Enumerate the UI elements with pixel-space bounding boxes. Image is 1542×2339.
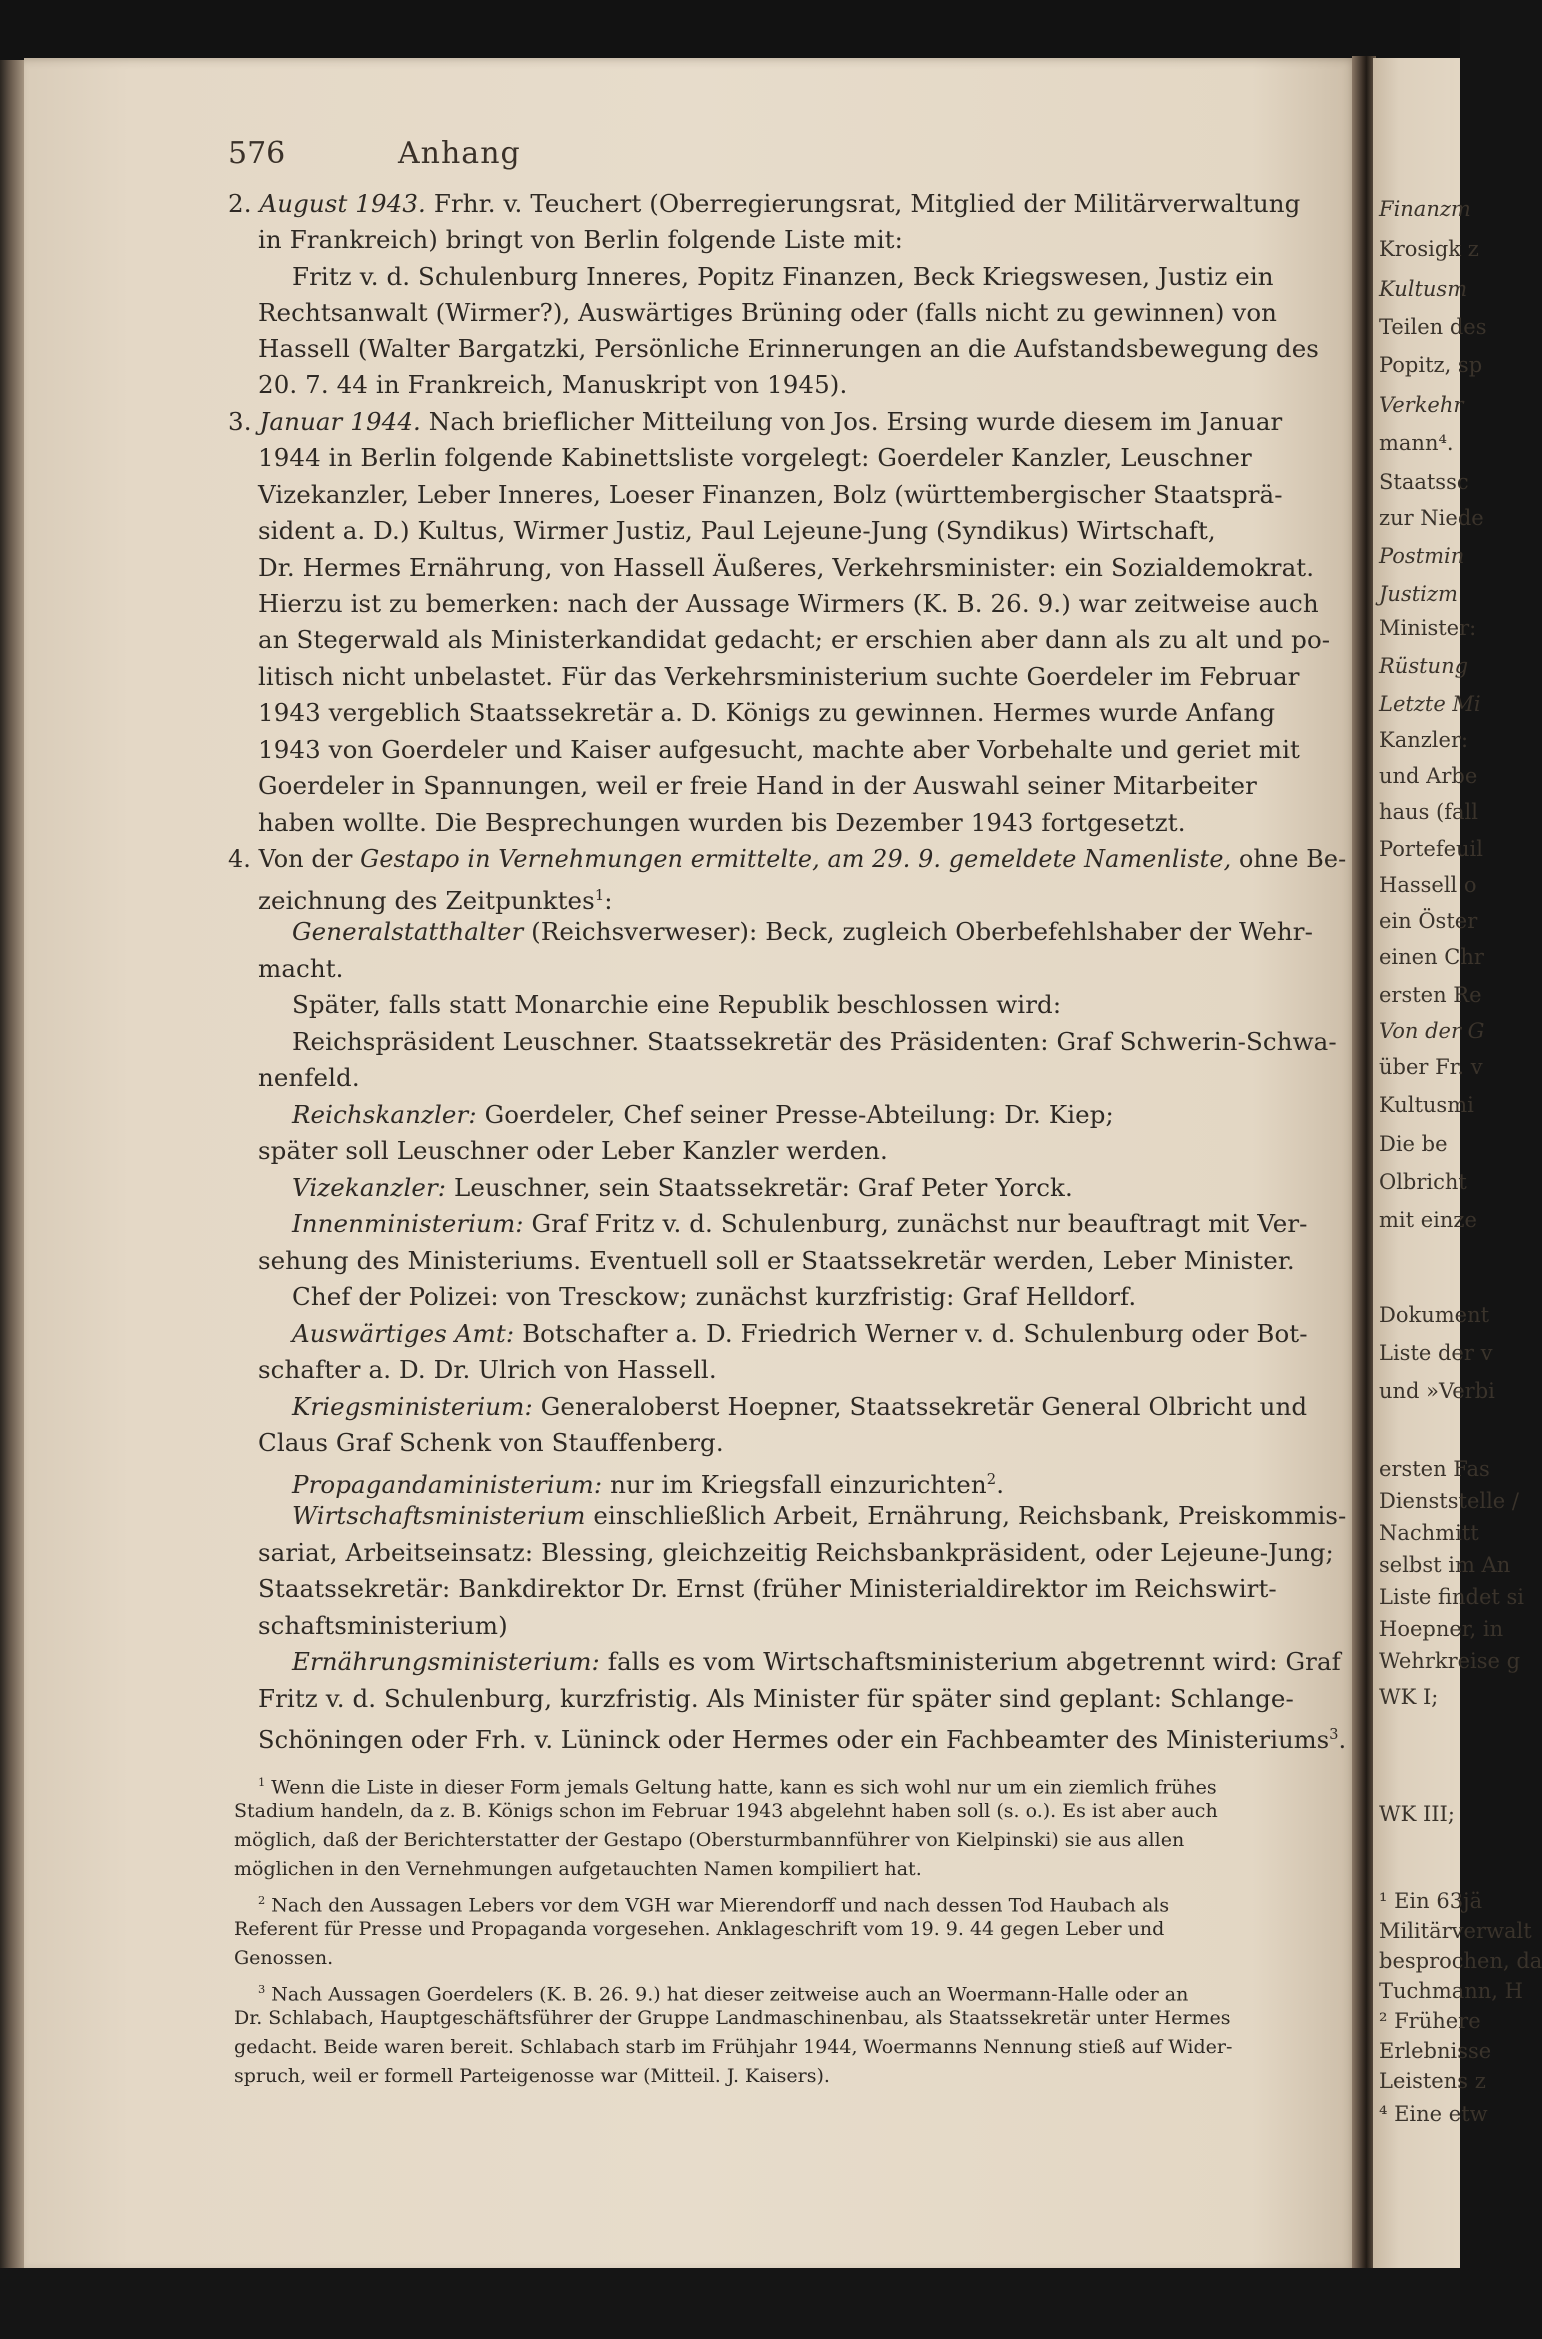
text-run: : (604, 886, 613, 916)
text-run: in Frankreich) bringt von Berlin folgende Liste mit: (258, 225, 903, 254)
text-run: nenfeld. (258, 1063, 360, 1092)
italic-text: Kriegsministerium: (292, 1392, 533, 1421)
text-line (258, 513, 1216, 549)
footnote-line (234, 2005, 1230, 2032)
right-page-fragment: Militärverwalt (1379, 1919, 1532, 1943)
italic-text: Propagandaministerium: (292, 1470, 603, 1500)
italic-text: Januar 1944. (259, 407, 421, 436)
text-line (292, 914, 1313, 950)
italic-text: Auswärtiges Amt: (292, 1319, 515, 1348)
right-page-fragment: Tuchmann, H (1379, 1979, 1523, 2003)
footnote-line (258, 1976, 1188, 2008)
text-run: Graf Fritz v. d. Schulenburg, zunächst nur beauftragt mit Ver- (523, 1209, 1308, 1238)
text-run: 1943 vergeblich Staatssekretär a. D. Königs zu gewinnen. Hermes wurde Anfang (258, 698, 1276, 727)
text-run: 4. Von der (228, 844, 361, 873)
text-run: Fritz v. d. Schulenburg Inneres, Popitz Finanzen, Beck Kriegswesen, Justiz ein (292, 262, 1274, 291)
right-page-fragment: und »Verbi (1379, 1379, 1495, 1403)
text-run: litisch nicht unbelastet. Für das Verkehrsministerium suchte Goerdeler im Februar (258, 662, 1300, 691)
text-line (258, 1133, 888, 1169)
right-page-fragment: Minister: (1379, 616, 1477, 640)
right-page-fragment: zur Niede (1379, 506, 1484, 530)
right-page-fragment: Postmin (1379, 544, 1465, 568)
italic-text: Gestapo in Vernehmungen ermittelte, am 29. 9. gemeldete Namenliste, (360, 844, 1232, 873)
text-run: einschließlich Arbeit, Ernährung, Reichsbank, Preiskommis- (585, 1501, 1347, 1530)
text-line (258, 550, 1314, 586)
text-run: Goerdeler in Spannungen, weil er freie Hand in der Auswahl seiner Mitarbeiter (258, 771, 1257, 800)
text-line (258, 1060, 360, 1096)
text-run: 2. (228, 189, 260, 218)
text-run: Goerdeler, Chef seiner Presse-Abteilung: Dr. Kiep; (476, 1100, 1114, 1129)
text-run: Nach den Aussagen Lebers vor dem VGH war Mierendorff und nach dessen Tod Haubach als (265, 1894, 1170, 1917)
right-page-fragment: WK I; (1379, 1685, 1439, 1709)
footnote-line (234, 1798, 1218, 1825)
text-run: Nach brieflicher Mitteilung von Jos. Ersing wurde diesem im Januar (420, 407, 1283, 436)
text-line (258, 1535, 1334, 1571)
text-run: Wenn die Liste in dieser Form jemals Geltung hatte, kann es sich wohl nur um ein ziemlich frühes (265, 1776, 1217, 1799)
text-run: später soll Leuschner oder Leber Kanzler werden. (258, 1136, 888, 1165)
right-page-fragment: ² Frühere (1379, 2009, 1481, 2033)
italic-text: August 1943. (259, 189, 426, 218)
right-page-fragment: Kultusmi (1379, 1093, 1474, 1117)
text-run: zeichnung des Zeitpunktes (258, 886, 595, 916)
text-line (292, 1644, 1341, 1680)
text-run: Referent für Presse und Propaganda vorgesehen. Anklageschrift vom 19. 9. 44 gegen Leber und (234, 1918, 1165, 1940)
text-run: Schöningen oder Frh. v. Lüninck oder Hermes oder ein Fachbeamter des Ministeriums (258, 1725, 1330, 1755)
text-line (258, 477, 1283, 513)
text-run: Reichspräsident Leuschner. Staatssekretär des Präsidenten: Graf Schwerin-Schwa- (292, 1027, 1337, 1056)
text-run: möglichen in den Vernehmungen aufgetauchten Namen kompiliert hat. (234, 1858, 922, 1880)
text-run: möglich, daß der Berichterstatter der Gestapo (Obersturmbannführer von Kielpinski) sie aus allen (234, 1829, 1185, 1851)
text-run: Nach Aussagen Goerdelers (K. B. 26. 9.) hat dieser zeitweise auch an Woermann-Halle oder an (265, 1983, 1189, 2006)
right-page-fragment: Die be (1379, 1132, 1448, 1156)
text-line (292, 1024, 1337, 1060)
right-page-fragment: Kanzler: (1379, 728, 1469, 752)
text-run: Hassell (Walter Bargatzki, Persönliche Erinnerungen an die Aufstandsbewegung des (258, 334, 1319, 363)
text-line (258, 1571, 1277, 1607)
right-page-fragment: ¹ Ein 63jä (1379, 1889, 1483, 1913)
text-line (292, 987, 1061, 1023)
running-header: Anhang (398, 136, 521, 171)
text-line (292, 1498, 1346, 1534)
right-page-fragment: Erlebnisse (1379, 2039, 1492, 2063)
text-run: Rechtsanwalt (Wirmer?), Auswärtiges Brüning oder (falls nicht zu gewinnen) von (258, 298, 1278, 327)
right-page-fragment: besprochen, da (1379, 1949, 1542, 1973)
right-page-fragment: Liste findet si (1379, 1585, 1524, 1609)
text-line (258, 222, 903, 258)
italic-text: Vizekanzler: (292, 1173, 447, 1202)
right-page-fragment: Leistens z (1379, 2069, 1486, 2093)
text-line (258, 659, 1300, 695)
italic-text: Ernährungsministerium: (292, 1647, 600, 1676)
right-page-fragment: ersten Fas (1379, 1457, 1490, 1481)
text-run: (Reichsverweser): Beck, zugleich Oberbefehlshaber der Wehr- (523, 917, 1313, 946)
text-line (292, 1279, 1136, 1315)
text-line (292, 1389, 1307, 1425)
text-run: haben wollte. Die Besprechungen wurden bis Dezember 1943 fortgesetzt. (258, 808, 1186, 837)
text-run: ohne Be- (1231, 844, 1347, 873)
text-line (258, 1608, 508, 1644)
text-run: Frhr. v. Teuchert (Oberregierungsrat, Mitglied der Militärverwaltung (425, 189, 1301, 218)
right-page-fragment: Hassell o (1379, 873, 1477, 897)
text-run: Fritz v. d. Schulenburg, kurzfristig. Als Minister für später sind geplant: Schlange- (258, 1684, 1294, 1713)
right-page-fragment: Kultusm (1379, 277, 1468, 301)
right-page-fragment: Letzte Mi (1379, 692, 1481, 716)
text-line (258, 1681, 1294, 1717)
text-line (258, 586, 1319, 622)
text-line (292, 259, 1274, 295)
text-line (258, 1717, 1346, 1758)
text-run: 1944 in Berlin folgende Kabinettsliste vorgelegt: Goerdeler Kanzler, Leuschner (258, 443, 1252, 472)
text-run: Botschafter a. D. Friedrich Werner v. d. Schulenburg oder Bot- (514, 1319, 1308, 1348)
text-line (258, 878, 613, 919)
text-line (258, 951, 344, 987)
text-run: Generaloberst Hoepner, Staatssekretär General Olbricht und (532, 1392, 1308, 1421)
page-number: 576 (228, 136, 286, 171)
text-run: falls es vom Wirtschaftsministerium abgetrennt wird: Graf (599, 1647, 1341, 1676)
text-line (292, 1170, 1073, 1206)
footnote-line (234, 1827, 1184, 1854)
text-run: . (1338, 1725, 1347, 1755)
footnote-marker: 3 (1329, 1726, 1339, 1743)
footnote-line (258, 1887, 1169, 1919)
text-line (258, 1243, 1295, 1279)
right-page-fragment: mit einze (1379, 1208, 1477, 1232)
right-page-fragment: WK III; (1379, 1802, 1455, 1826)
right-page-fragment: Portefeuil (1379, 837, 1483, 861)
footnote-marker: 1 (258, 1775, 266, 1789)
footnote-line (234, 1945, 333, 1972)
footnote-line (234, 2034, 1232, 2061)
text-run: macht. (258, 954, 344, 983)
text-line (228, 186, 1300, 222)
right-page-fragment: Popitz, sp (1379, 353, 1483, 377)
right-page-fragment: Von der G (1379, 1019, 1485, 1043)
text-run: 20. 7. 44 in Frankreich, Manuskript von 1945). (258, 370, 848, 399)
text-line (292, 1462, 1004, 1503)
text-line (258, 732, 1300, 768)
text-run: Stadium handeln, da z. B. Königs schon im Februar 1943 abgelehnt haben soll (s. o.). Es ist aber auch (234, 1800, 1218, 1822)
text-line (258, 1425, 724, 1461)
text-run: schaftsministerium) (258, 1611, 508, 1640)
text-line (292, 1097, 1114, 1133)
text-line (258, 440, 1252, 476)
right-page-fragment: selbst im An (1379, 1553, 1511, 1577)
text-run: . (996, 1470, 1005, 1500)
right-page-fragment: Teilen des (1379, 315, 1487, 339)
footnote-line (234, 1856, 922, 1883)
italic-text: Generalstatthalter (292, 917, 524, 946)
text-run: Dr. Hermes Ernährung, von Hassell Äußeres, Verkehrsminister: ein Sozialdemokrat. (258, 553, 1315, 582)
footnote-line (234, 2063, 830, 2090)
text-line (258, 805, 1186, 841)
right-page-fragment: ersten Re (1379, 983, 1482, 1007)
right-page-fragment: Wehrkreise g (1379, 1649, 1521, 1673)
text-run: an Stegerwald als Ministerkandidat gedacht; er erschien aber dann als zu alt und po- (258, 625, 1331, 654)
right-page-fragment: und Arbe (1379, 764, 1478, 788)
text-line (292, 1316, 1308, 1352)
text-run: Genossen. (234, 1947, 334, 1969)
right-page-fragment: mann⁴. (1379, 431, 1454, 455)
text-run: 1943 von Goerdeler und Kaiser aufgesucht, machte aber Vorbehalte und geriet mit (258, 735, 1301, 764)
right-page-fragment: Rüstung (1379, 654, 1469, 678)
text-run: schafter a. D. Dr. Ulrich von Hassell. (258, 1355, 717, 1384)
right-page-fragment: Olbricht (1379, 1170, 1467, 1194)
text-line (228, 841, 1346, 877)
right-page-fragment: Dienststelle / (1379, 1489, 1519, 1513)
right-page-fragment: haus (fall (1379, 800, 1478, 824)
text-run: gedacht. Beide waren bereit. Schlabach starb im Frühjahr 1944, Woermanns Nennung stieß auf Wider- (234, 2036, 1233, 2058)
right-page-fragment: Nachmitt (1379, 1521, 1479, 1545)
footnote-line (258, 1769, 1217, 1801)
footnote-line (234, 1916, 1164, 1943)
text-run: Vizekanzler, Leber Inneres, Loeser Finanzen, Bolz (württembergischer Staatsprä- (258, 480, 1283, 509)
text-run: spruch, weil er formell Parteigenosse war (Mitteil. J. Kaisers). (234, 2065, 830, 2087)
footnote-marker: 3 (258, 1982, 266, 1996)
text-run: Dr. Schlabach, Hauptgeschäftsführer der Gruppe Landmaschinenbau, als Staatssekretär unter Hermes (234, 2007, 1231, 2029)
text-run: Chef der Polizei: von Tresckow; zunächst kurzfristig: Graf Helldorf. (292, 1282, 1137, 1311)
text-line (258, 331, 1319, 367)
italic-text: Reichskanzler: (292, 1100, 477, 1129)
text-run: Leuschner, sein Staatssekretär: Graf Peter Yorck. (446, 1173, 1073, 1202)
scanner-bottom-border (0, 2268, 1460, 2339)
text-line (228, 404, 1282, 440)
text-line (258, 768, 1257, 804)
text-run: Staatssekretär: Bankdirektor Dr. Ernst (früher Ministerialdirektor im Reichswirt- (258, 1574, 1277, 1603)
text-run: Claus Graf Schenk von Stauffenberg. (258, 1428, 724, 1457)
right-page (1373, 58, 1542, 2268)
italic-text: Wirtschaftsministerium (292, 1501, 586, 1530)
text-run: 3. (228, 407, 260, 436)
right-page-fragment: ein Öster (1379, 909, 1478, 933)
text-run: sariat, Arbeitseinsatz: Blessing, gleichzeitig Reichsbankpräsident, oder Lejeune-Jung; (258, 1538, 1334, 1567)
right-page-fragment: Dokument (1379, 1303, 1490, 1327)
right-page-fragment: Staatssc (1379, 470, 1469, 494)
right-page-fragment: Hoepner, in (1379, 1617, 1504, 1641)
right-page-fragment: ⁴ Eine etw (1379, 2102, 1488, 2126)
right-page-fragment: über Fr. v (1379, 1055, 1483, 1079)
footnote-marker: 2 (986, 1471, 997, 1488)
right-page-fragment: Finanzm (1379, 197, 1471, 221)
text-line (258, 1352, 717, 1388)
text-line (258, 367, 847, 403)
text-line (258, 695, 1275, 731)
right-page-fragment: einen Chr (1379, 945, 1484, 969)
text-run: nur im Kriegsfall einzurichten (602, 1470, 987, 1500)
text-run: Hierzu ist zu bemerken: nach der Aussage Wirmers (K. B. 26. 9.) war zeitweise auch (258, 589, 1319, 618)
text-line (292, 1206, 1308, 1242)
text-run: sehung des Ministeriums. Eventuell soll er Staatssekretär werden, Leber Minister. (258, 1246, 1295, 1275)
right-page-fragment: Krosigk z (1379, 237, 1479, 261)
footnote-marker: 1 (594, 887, 605, 904)
right-page-fragment: Liste der v (1379, 1341, 1493, 1365)
text-line (258, 295, 1277, 331)
scanner-top-border (0, 0, 1460, 64)
right-page-fragment: Justizm (1379, 582, 1458, 606)
italic-text: Innenministerium: (292, 1209, 524, 1238)
text-run: sident a. D.) Kultus, Wirmer Justiz, Paul Lejeune-Jung (Syndikus) Wirtschaft, (258, 516, 1216, 545)
text-run: Später, falls statt Monarchie eine Republik beschlossen wird: (292, 990, 1062, 1019)
footnote-marker: 2 (258, 1893, 266, 1907)
right-page-fragment: Verkehr (1379, 393, 1464, 417)
text-line (258, 622, 1330, 658)
